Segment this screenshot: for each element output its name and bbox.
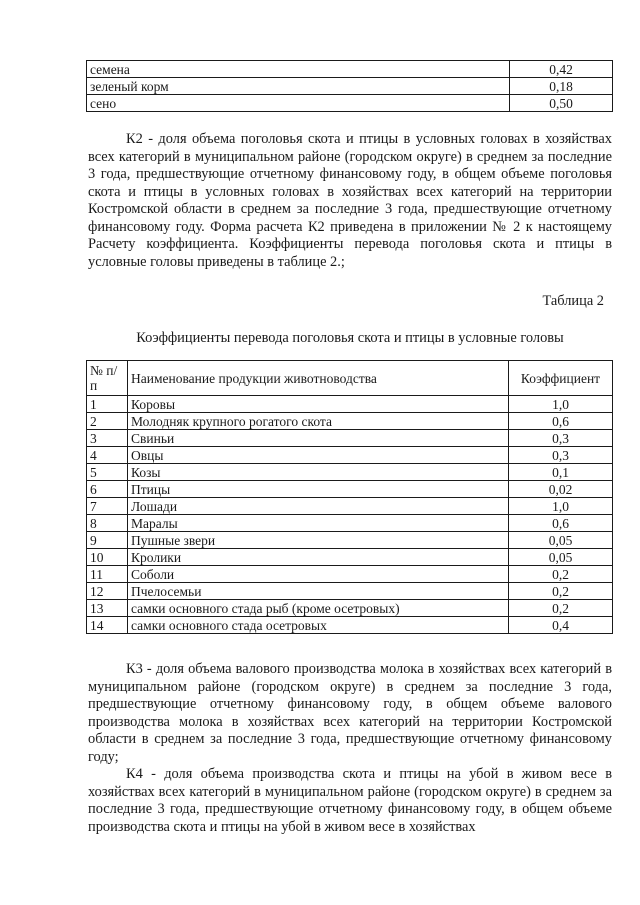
cell-num: 7 bbox=[87, 498, 128, 515]
table-row bbox=[87, 61, 613, 78]
cell-num: 2 bbox=[87, 413, 128, 430]
cell-num: 10 bbox=[87, 549, 128, 566]
cell-coef: 0,2 bbox=[509, 600, 613, 617]
cell-name: Пчелосемьи bbox=[128, 583, 509, 600]
cell-coef: 0,3 bbox=[509, 447, 613, 464]
table-cell-value: 0,42 bbox=[510, 61, 613, 78]
table-row bbox=[87, 413, 613, 430]
cell-name: Пушные звери bbox=[128, 532, 509, 549]
paragraph-k3-text: К3 - доля объема валового производства молока в хозяйствах всех категорий в муниципальном районе (городском округе) в среднем за последние 3 года, предшествующие отчетному финансовому году, в общем объеме валового производства молока в хозяйствах всех категорий на территории Костромской области в среднем за последние 3 года, предшествующие отчетному финансовому году; bbox=[88, 661, 612, 765]
cell-name: Соболи bbox=[128, 566, 509, 583]
header-coef: Коэффициент bbox=[509, 361, 613, 396]
table-row bbox=[87, 481, 613, 498]
table-row bbox=[87, 464, 613, 481]
table-row bbox=[87, 617, 613, 634]
table-cell-name: семена bbox=[87, 61, 510, 78]
table-title: Коэффициенты перевода поголовья скота и птицы в условные головы bbox=[136, 330, 564, 346]
cell-coef: 0,1 bbox=[509, 464, 613, 481]
cell-num: 11 bbox=[87, 566, 128, 583]
cell-coef: 0,02 bbox=[509, 481, 613, 498]
cell-name: Козы bbox=[128, 464, 509, 481]
cell-name: Овцы bbox=[128, 447, 509, 464]
conversion-coefficients-table bbox=[86, 360, 613, 634]
header-num: № п/п bbox=[87, 361, 128, 396]
table-cell-value: 0,50 bbox=[510, 95, 613, 112]
table-row bbox=[87, 515, 613, 532]
cell-coef: 0,05 bbox=[509, 532, 613, 549]
cell-num: 13 bbox=[87, 600, 128, 617]
cell-coef: 0,05 bbox=[509, 549, 613, 566]
cell-coef: 0,4 bbox=[509, 617, 613, 634]
table-cell-name: зеленый корм bbox=[87, 78, 510, 95]
cell-num: 4 bbox=[87, 447, 128, 464]
table-row bbox=[87, 430, 613, 447]
cell-name: Коровы bbox=[128, 396, 509, 413]
table-row bbox=[87, 583, 613, 600]
cell-coef: 0,6 bbox=[509, 413, 613, 430]
paragraph-k2-text: К2 - доля объема поголовья скота и птицы в условных головах в хозяйствах всех категорий в муниципальном районе (городском округе) в среднем за последние 3 года, предшествующие отчетному финансовому году, в общем объеме поголовья скота и птицы в условных головах в хозяйствах всех категорий на территории Костромской области в среднем за последние 3 года, предшествующие отчетному финансовому году. Форма расчета К2 приведена в приложении № 2 к настоящему Расчету коэффициента. Коэффициенты перевода поголовья скота и птицы в условные головы приведены в таблице 2.; bbox=[88, 131, 612, 270]
cell-coef: 1,0 bbox=[509, 396, 613, 413]
table-cell-value: 0,18 bbox=[510, 78, 613, 95]
table-label: Таблица 2 bbox=[542, 293, 604, 309]
table-row bbox=[87, 396, 613, 413]
table-row bbox=[87, 498, 613, 515]
cell-coef: 0,2 bbox=[509, 566, 613, 583]
cell-num: 12 bbox=[87, 583, 128, 600]
cell-name: Лошади bbox=[128, 498, 509, 515]
table-header-row bbox=[87, 361, 613, 396]
cell-name: Молодняк крупного рогатого скота bbox=[128, 413, 509, 430]
paragraph-k3 bbox=[88, 661, 612, 766]
paragraph-k2 bbox=[88, 131, 612, 271]
cell-coef: 0,2 bbox=[509, 583, 613, 600]
cell-num: 14 bbox=[87, 617, 128, 634]
cell-name: Маралы bbox=[128, 515, 509, 532]
cell-num: 8 bbox=[87, 515, 128, 532]
cell-name: Птицы bbox=[128, 481, 509, 498]
cell-name: самки основного стада рыб (кроме осетровых) bbox=[128, 600, 509, 617]
cell-num: 6 bbox=[87, 481, 128, 498]
cell-coef: 0,3 bbox=[509, 430, 613, 447]
table-row bbox=[87, 447, 613, 464]
table-row bbox=[87, 600, 613, 617]
paragraph-k4-text: К4 - доля объема производства скота и птицы на убой в живом весе в хозяйствах всех категорий в муниципальном районе (городском округе) в среднем за последние 3 года, предшествующие отчетному финансовому году, в общем объеме производства скота и птицы на убой в живом весе в хозяйствах bbox=[88, 766, 612, 835]
table-row bbox=[87, 78, 613, 95]
cell-num: 1 bbox=[87, 396, 128, 413]
cell-coef: 1,0 bbox=[509, 498, 613, 515]
header-name: Наименование продукции животноводства bbox=[128, 361, 509, 396]
cell-num: 5 bbox=[87, 464, 128, 481]
cell-name: Кролики bbox=[128, 549, 509, 566]
cell-name: самки основного стада осетровых bbox=[128, 617, 509, 634]
table-row bbox=[87, 532, 613, 549]
cell-coef: 0,6 bbox=[509, 515, 613, 532]
table-row bbox=[87, 549, 613, 566]
cell-num: 9 bbox=[87, 532, 128, 549]
table-row bbox=[87, 566, 613, 583]
cell-name: Свиньи bbox=[128, 430, 509, 447]
feed-coefficients-table bbox=[86, 60, 613, 112]
paragraph-k4 bbox=[88, 766, 612, 836]
table-cell-name: сено bbox=[87, 95, 510, 112]
cell-num: 3 bbox=[87, 430, 128, 447]
table-row bbox=[87, 95, 613, 112]
